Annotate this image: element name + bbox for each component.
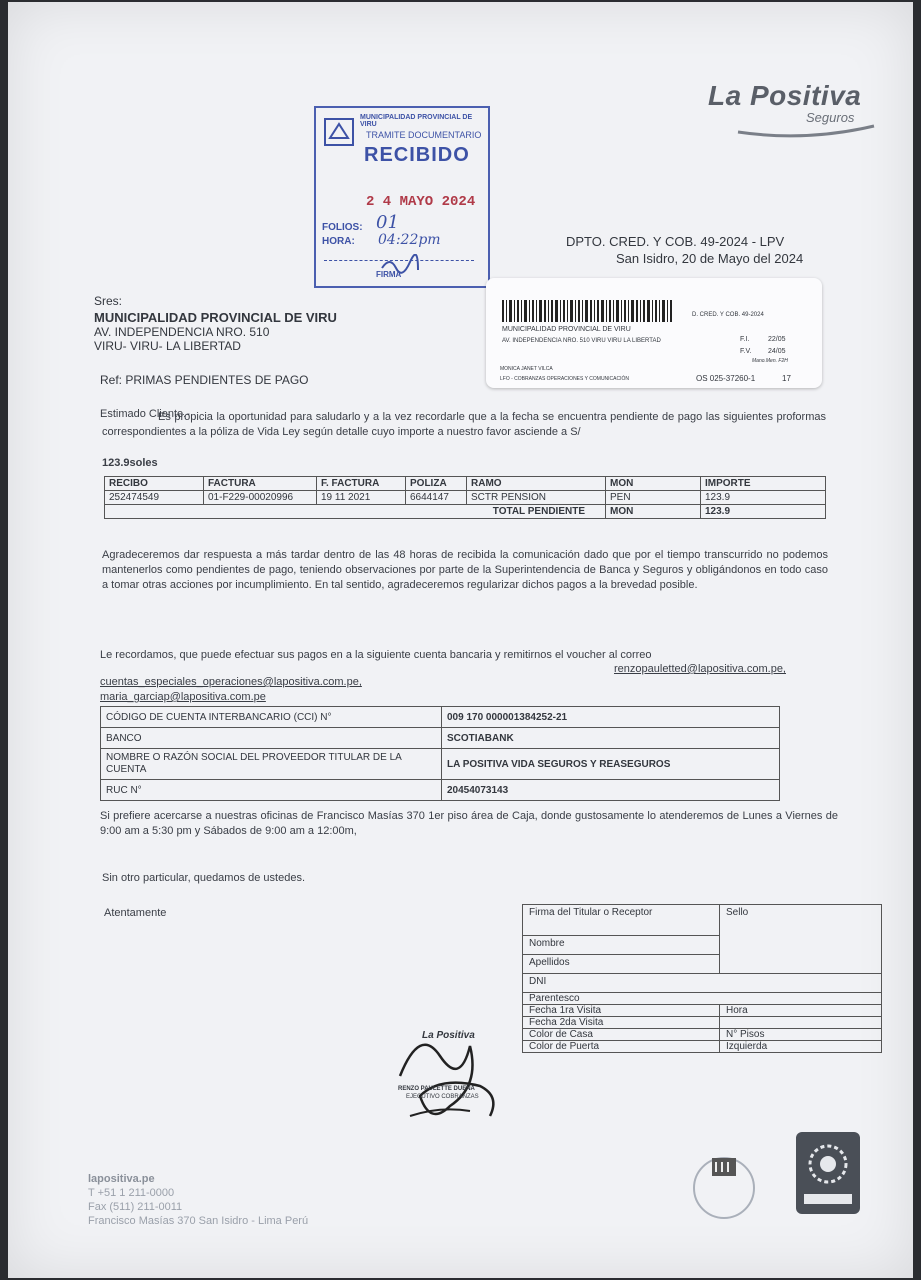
barcode-icon bbox=[502, 300, 674, 322]
invoice-total-value: 123.9 bbox=[701, 505, 826, 519]
invoice-header-row bbox=[105, 477, 826, 491]
form-visita1-label: Fecha 1ra Visita bbox=[523, 1005, 720, 1017]
closing-paragraph: Sin otro particular, quedamos de ustedes. bbox=[102, 872, 306, 884]
signature-title: EJECUTIVO COBRANZAS bbox=[406, 1094, 479, 1100]
stamp-dept: TRAMITE DOCUMENTARIO bbox=[366, 130, 482, 140]
greeting: Estimado Cliente.- bbox=[100, 408, 190, 420]
intro-text: Es propicia la oportunidad para saludarlo y a la vez recordarle que a la fecha se encuentra pendiente de pago las siguientes proformas correspondientes a la póliza de Vida Ley según detalle cuyo importe a nuestro favor asciende a S/ bbox=[102, 411, 826, 438]
form-apellidos-label: Apellidos bbox=[523, 955, 720, 974]
bank-row bbox=[101, 707, 780, 728]
recipient-block bbox=[94, 294, 337, 353]
sticker-code: D. CRED. Y COB. 49-2024 bbox=[692, 312, 764, 318]
certification-seal-icon bbox=[684, 1150, 764, 1220]
invoice-header-cell: RAMO bbox=[467, 477, 606, 491]
bank-row bbox=[101, 749, 780, 780]
receipt-form bbox=[522, 904, 882, 1053]
form-row bbox=[523, 1005, 882, 1017]
bank-label: BANCO bbox=[101, 728, 442, 749]
intro-paragraph bbox=[102, 410, 826, 440]
abe-badge-icon bbox=[796, 1132, 860, 1214]
invoice-total-mon: MON bbox=[606, 505, 701, 519]
dept-ref: DPTO. CRED. Y COB. 49-2024 - LPV bbox=[566, 234, 785, 249]
invoice-header-cell: IMPORTE bbox=[701, 477, 826, 491]
form-empty-cell bbox=[720, 1017, 882, 1029]
sticker-os: OS 025-37260-1 bbox=[696, 374, 756, 383]
bank-label: RUC N° bbox=[101, 780, 442, 801]
form-row bbox=[523, 974, 882, 993]
letter-page bbox=[8, 2, 913, 1278]
sticker-address: AV. INDEPENDENCIA NRO. 510 VIRU VIRU LA LIBERTAD bbox=[502, 338, 661, 344]
payment-paragraph: Le recordamos, que puede efectuar sus pagos en a la siguiente cuenta bancaria y remitirnos el voucher al correo bbox=[100, 649, 652, 661]
invoice-cell: 19 11 2021 bbox=[317, 491, 406, 505]
form-puerta-label: Color de Puerta bbox=[523, 1041, 720, 1053]
stamp-firma-label: FIRMA bbox=[376, 270, 402, 279]
signature-block bbox=[380, 1016, 520, 1146]
logo-sub: Seguros bbox=[806, 110, 855, 125]
received-stamp bbox=[314, 106, 490, 288]
form-dni-label: DNI bbox=[523, 974, 882, 993]
invoice-cell: 6644147 bbox=[406, 491, 467, 505]
bank-value: LA POSITIVA VIDA SEGUROS Y REASEGUROS bbox=[442, 749, 780, 780]
invoice-header-cell: F. FACTURA bbox=[317, 477, 406, 491]
bank-value: 20454073143 bbox=[442, 780, 780, 801]
form-izquierda-label: Izquierda bbox=[720, 1041, 882, 1053]
invoice-header-cell: FACTURA bbox=[204, 477, 317, 491]
footer-tel: T +51 1 211-0000 bbox=[88, 1187, 175, 1199]
logo-name: La Positiva bbox=[708, 80, 862, 111]
invoice-cell: 01-F229-00020996 bbox=[204, 491, 317, 505]
bank-label: CÓDIGO DE CUENTA INTERBANCARIO (CCI) N° bbox=[101, 707, 442, 728]
invoice-data-row bbox=[105, 491, 826, 505]
invoice-cell: PEN bbox=[606, 491, 701, 505]
invoice-total-label: TOTAL PENDIENTE bbox=[105, 505, 606, 519]
form-row bbox=[523, 1029, 882, 1041]
email-link-1[interactable]: renzopauletted@lapositiva.com.pe, bbox=[614, 663, 786, 675]
sticker-fi-label: F.I. bbox=[740, 336, 750, 343]
invoice-header-cell: RECIBO bbox=[105, 477, 204, 491]
email-link-2[interactable]: cuentas_especiales_operaciones@lapositiva.com.pe, bbox=[100, 676, 362, 688]
form-parentesco-label: Parentesco bbox=[523, 993, 882, 1005]
sticker-person: MONICA JANET VILCA bbox=[500, 366, 553, 372]
email-link-3[interactable]: maria_garciap@lapositiva.com.pe bbox=[100, 691, 266, 703]
invoice-table bbox=[104, 476, 826, 519]
stamp-org: MUNICIPALIDAD PROVINCIAL DE VIRU bbox=[360, 114, 473, 128]
invoice-cell: 252474549 bbox=[105, 491, 204, 505]
form-hora-label: Hora bbox=[720, 1005, 882, 1017]
stamp-folios-value: 01 bbox=[376, 212, 399, 233]
form-visita2-label: Fecha 2da Visita bbox=[523, 1017, 720, 1029]
stamp-hora-label: HORA: bbox=[322, 236, 355, 247]
recipient-name: MUNICIPALIDAD PROVINCIAL DE VIRU bbox=[94, 310, 337, 325]
recipient-address2: VIRU- VIRU- LA LIBERTAD bbox=[94, 339, 241, 353]
form-pisos-label: N° Pisos bbox=[720, 1029, 882, 1041]
footer-site: lapositiva.pe bbox=[88, 1173, 155, 1185]
bank-row bbox=[101, 728, 780, 749]
stamp-status: RECIBIDO bbox=[364, 144, 470, 166]
form-color-casa-label: Color de Casa bbox=[523, 1029, 720, 1041]
form-nombre-label: Nombre bbox=[523, 936, 720, 955]
form-sello-label: Sello bbox=[720, 905, 882, 974]
address-sticker bbox=[486, 278, 822, 388]
stamp-scribble-icon bbox=[380, 254, 420, 274]
response-paragraph: Agradeceremos dar respuesta a más tardar dentro de las 48 horas de recibida la comunicación dado que por el tiempo transcurrido no podemos mantenerlos como pendientes de pago, teniendo observaciones por parte de la Superintendencia de Banca y Seguros y obligándonos en todo caso a tomar otras acciones por incumplimiento. En tal sentido, agradeceremos regularizar dichos pagos a la brevedad posible. bbox=[102, 549, 828, 591]
invoice-header-cell: POLIZA bbox=[406, 477, 467, 491]
bank-label: NOMBRE O RAZÓN SOCIAL DEL PROVEEDOR TITULAR DE LA CUENTA bbox=[101, 749, 442, 780]
bank-row bbox=[101, 780, 780, 801]
footer-fax: Fax (511) 211-0011 bbox=[88, 1201, 183, 1213]
footer bbox=[88, 1172, 308, 1228]
stamp-hora-value: 04:22pm bbox=[378, 232, 441, 248]
form-row bbox=[523, 1041, 882, 1053]
invoice-header-cell: MON bbox=[606, 477, 701, 491]
footer-address: Francisco Masías 370 San Isidro - Lima Perú bbox=[88, 1215, 309, 1227]
form-firma-label: Firma del Titular o Receptor bbox=[523, 905, 720, 936]
logo-swoosh-icon bbox=[736, 122, 876, 138]
signature-name: RENZO PAULETTE DUEÑA bbox=[398, 1086, 475, 1092]
invoice-cell: SCTR PENSION bbox=[467, 491, 606, 505]
sticker-fi-value: 22/05 bbox=[768, 336, 786, 343]
bank-table bbox=[100, 706, 780, 801]
invoice-cell: 123.9 bbox=[701, 491, 826, 505]
stamp-folios-label: FOLIOS: bbox=[322, 222, 363, 233]
stamp-date: 2 4 MAYO 2024 bbox=[366, 194, 476, 210]
salutation: Sres: bbox=[94, 294, 123, 308]
bank-value: 009 170 000001384252-21 bbox=[442, 707, 780, 728]
sticker-fv-value: 24/05 bbox=[768, 348, 786, 355]
place-date: San Isidro, 20 de Mayo del 2024 bbox=[616, 251, 804, 266]
sticker-fv-label: F.V. bbox=[740, 348, 752, 355]
sticker-extra: Mano.Men. F2H bbox=[752, 358, 788, 364]
company-logo bbox=[708, 80, 878, 125]
office-paragraph: Si prefiere acercarse a nuestras oficinas de Francisco Masías 370 1er piso área de Caja, donde gustosamente lo atenderemos de Lunes a Viernes de 9:00 am a 5:30 pm y Sábados de 9:00 am a 12:00m, bbox=[100, 810, 838, 837]
sticker-area: LFO - COBRANZAS OPERACIONES Y COMUNICACIÓN bbox=[500, 376, 630, 382]
reference-line: Ref: PRIMAS PENDIENTES DE PAGO bbox=[100, 373, 309, 387]
recipient-address1: AV. INDEPENDENCIA NRO. 510 bbox=[94, 325, 270, 339]
municipal-shield-icon bbox=[322, 116, 356, 148]
form-row bbox=[523, 993, 882, 1005]
signature-company: La Positiva bbox=[422, 1030, 475, 1041]
closing-word: Atentamente bbox=[104, 907, 167, 919]
sticker-name: MUNICIPALIDAD PROVINCIAL DE VIRU bbox=[502, 326, 631, 333]
form-row bbox=[523, 1017, 882, 1029]
form-row bbox=[523, 905, 882, 936]
intro-amount: 123.9soles bbox=[102, 457, 158, 469]
bank-value: SCOTIABANK bbox=[442, 728, 780, 749]
sticker-num: 17 bbox=[782, 374, 791, 383]
invoice-total-row bbox=[105, 505, 826, 519]
